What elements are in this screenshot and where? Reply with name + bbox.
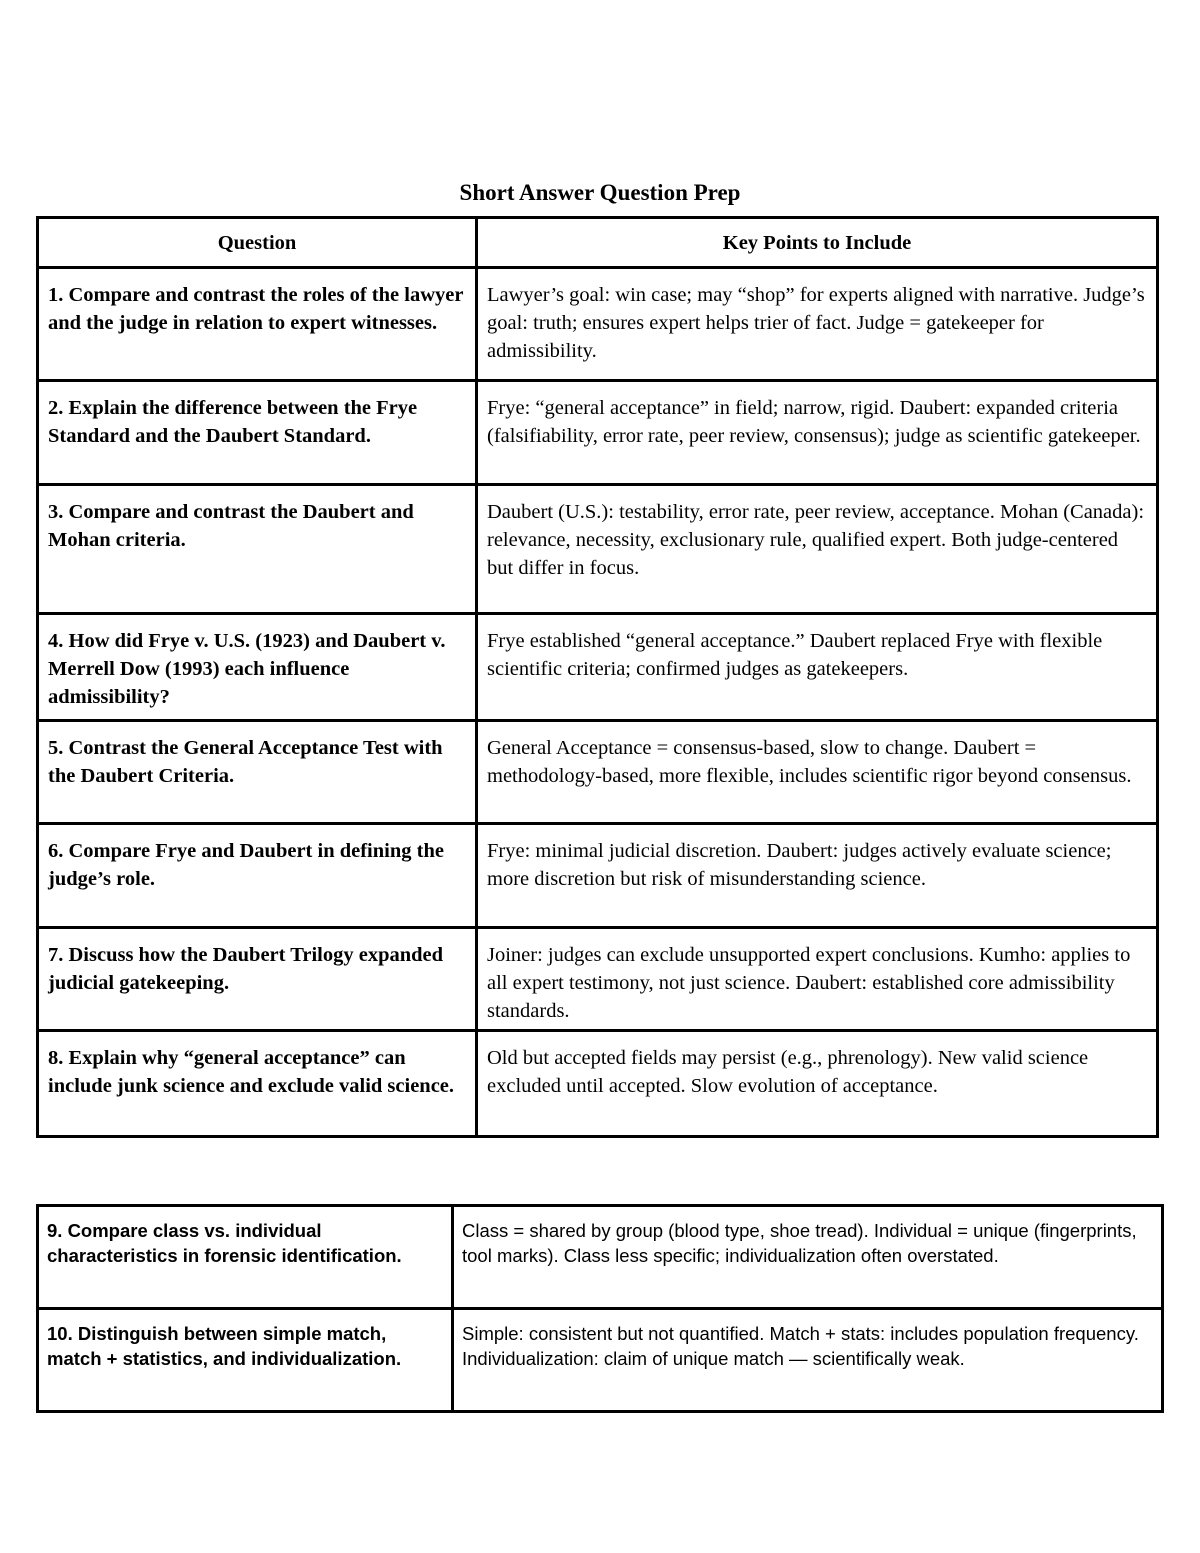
column-header-key-points: Key Points to Include [477, 218, 1158, 268]
page-title: Short Answer Question Prep [459, 180, 741, 205]
column-header-question: Question [38, 218, 477, 268]
key-points-cell: General Acceptance = consensus-based, slow to change. Daubert = methodology-based, more flexible, includes scientific rigor beyond consensus. [477, 721, 1158, 824]
key-points-cell: Lawyer’s goal: win case; may “shop” for experts aligned with narrative. Judge’s goal: truth; ensures expert helps trier of fact. Judge = gatekeeper for admissibility. [477, 268, 1158, 381]
table-row [38, 928, 1158, 1031]
question-table-main [36, 216, 1159, 1138]
question-cell: 9. Compare class vs. individual characteristics in forensic identification. [38, 1206, 453, 1309]
table-row [38, 1031, 1158, 1137]
key-points-cell: Simple: consistent but not quantified. Match + stats: includes population frequency. Individualization: claim of unique match — scientifically weak. [453, 1309, 1163, 1412]
question-cell: 8. Explain why “general acceptance” can include junk science and exclude valid science. [38, 1031, 477, 1137]
question-cell: 2. Explain the difference between the Frye Standard and the Daubert Standard. [38, 381, 477, 485]
key-points-cell: Class = shared by group (blood type, shoe tread). Individual = unique (fingerprints, tool marks). Class less specific; individualization often overstated. [453, 1206, 1163, 1309]
table-row [38, 268, 1158, 381]
question-cell: 7. Discuss how the Daubert Trilogy expanded judicial gatekeeping. [38, 928, 477, 1031]
table-row [38, 381, 1158, 485]
key-points-cell: Joiner: judges can exclude unsupported expert conclusions. Kumho: applies to all expert testimony, not just science. Daubert: established core admissibility standards. [477, 928, 1158, 1031]
key-points-cell: Frye: minimal judicial discretion. Daubert: judges actively evaluate science; more discretion but risk of misunderstanding science. [477, 824, 1158, 928]
key-points-cell: Frye established “general acceptance.” Daubert replaced Frye with flexible scientific criteria; confirmed judges as gatekeepers. [477, 614, 1158, 721]
question-table-forensic [36, 1204, 1164, 1413]
question-cell: 4. How did Frye v. U.S. (1923) and Daubert v. Merrell Dow (1993) each influence admissibility? [38, 614, 477, 721]
key-points-cell: Frye: “general acceptance” in field; narrow, rigid. Daubert: expanded criteria (falsifiability, error rate, peer review, consensus); judge as scientific gatekeeper. [477, 381, 1158, 485]
table-header-row [38, 218, 1158, 268]
table-row [38, 1206, 1163, 1309]
question-cell: 10. Distinguish between simple match, match + statistics, and individualization. [38, 1309, 453, 1412]
key-points-cell: Old but accepted fields may persist (e.g., phrenology). New valid science excluded until accepted. Slow evolution of acceptance. [477, 1031, 1158, 1137]
key-points-cell: Daubert (U.S.): testability, error rate, peer review, acceptance. Mohan (Canada): relevance, necessity, exclusionary rule, qualified expert. Both judge-centered but differ in focus. [477, 485, 1158, 614]
question-cell: 6. Compare Frye and Daubert in defining the judge’s role. [38, 824, 477, 928]
table-row [38, 824, 1158, 928]
question-cell: 3. Compare and contrast the Daubert and Mohan criteria. [38, 485, 477, 614]
question-cell: 1. Compare and contrast the roles of the lawyer and the judge in relation to expert witnesses. [38, 268, 477, 381]
table-row [38, 614, 1158, 721]
table-row [38, 1309, 1163, 1412]
table-row [38, 721, 1158, 824]
question-cell: 5. Contrast the General Acceptance Test with the Daubert Criteria. [38, 721, 477, 824]
table-row [38, 485, 1158, 614]
